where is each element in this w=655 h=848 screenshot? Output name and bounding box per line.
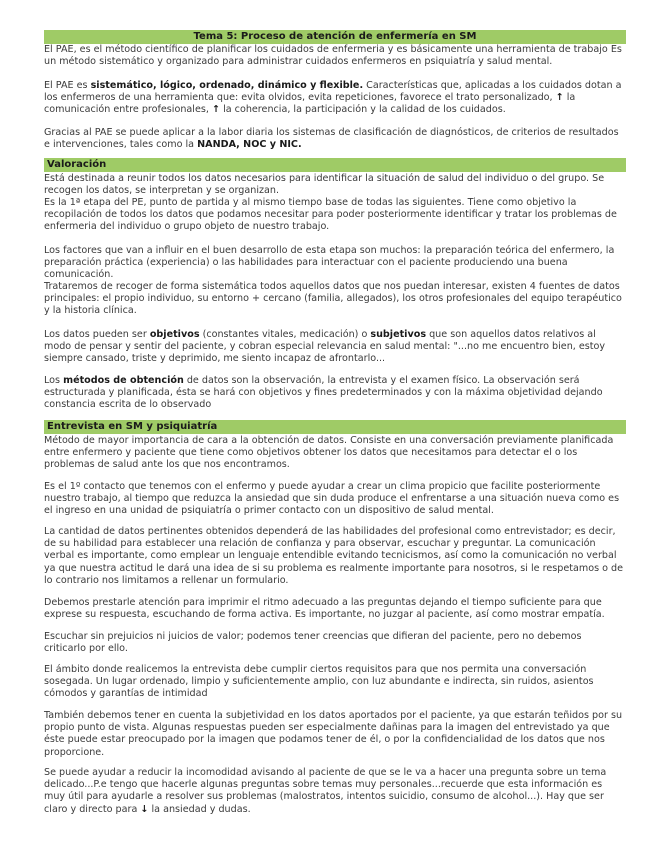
intro-paragraph-1: El PAE, es el método científico de planificar los cuidados de enfermeria y es básicamente una herramienta de trabajo Es un método sistemático y organizado para administrar cuidados enfermeros en psiquiatría y salud mental. [44, 44, 622, 68]
text-run: de datos son la observación, la entrevista y el examen físico. La observación será estructurada y planificada, ésta se hará con objetivos y fines predeterminados y con la máxima objetividad dejando constancia escrita de lo observado [44, 375, 603, 411]
section-heading-entrevista: Entrevista en SM y psiquiatría [44, 420, 626, 434]
arrow-up-icon: ↑ [555, 92, 564, 104]
text-run: la comunicación entre profesionales, [44, 92, 576, 116]
intro-paragraph-2 [44, 80, 626, 117]
valoracion-paragraph-3: Los factores que van a influir en el buen desarrollo de esta etapa son muchos: la preparación teórica del enfermero, la preparación práctica (experiencia) o las habilidades para interactuar con el paciente produciendo una buena comunicación. [44, 245, 615, 281]
document-title: Tema 5: Proceso de atención de enfermería en SM [44, 30, 626, 44]
text-run: que son aquellos datos relativos al modo de pensar y sentir del paciente, y cobran especial relevancia en salud mental: "...no me encuentro bien, estoy siempre cansado, triste y deprimido, me siento incapaz de afrontarlo... [44, 329, 606, 365]
valoracion-paragraph-6 [44, 375, 626, 412]
text-run: Se puede ayudar a reducir la incomodidad avisando al paciente de que se le va a hacer una pregunta sobre un tema delicado...P.e tengo que hacerle algunas preguntas sobre temas muy personales...recuerde que esta información es muy útil para ayudarle a resolver sus problemas (malostratos, intentos suicidio, consumo de alcohol...). Hay que ser claro y directo para [44, 767, 607, 815]
text-run: Características que, aplicadas a los cuidados dotan a los enfermeros de una herramienta que: evita olvidos, evita repeticiones, favorece el trato personalizado, [44, 80, 622, 104]
bold-text: NANDA, NOC y NIC. [197, 139, 302, 151]
bold-text: subjetivos [370, 329, 427, 340]
valoracion-paragraph-1: Está destinada a reunir todos los datos necesarios para identificar la situación de salud del individuo o del grupo. Se recogen los datos, se interpretan y se organizan. [44, 173, 605, 197]
entrevista-paragraph-3: La cantidad de datos pertinentes obtenidos dependerá de las habilidades del profesional como entrevistador; es decir, de su habilidad para establecer una relación de confianza y para observar, escuchar y preguntar. La comunicación verbal es importante, como emplear un lenguaje entendible evitando tecnicismos, así como la comunicación no verbal ya que nuestra actitud le dará una idea de si su problema es realmente importante para nosotros, si le respetamos o de lo contrario nos limitamos a rellenar un formulario. [44, 526, 624, 586]
entrevista-paragraph-6: El ámbito donde realicemos la entrevista debe cumplir ciertos requisitos para que nos permita una conversación sosegada. Un lugar ordenado, limpio y suficientemente amplio, con luz abundante e indirecta, sin ruidos, asientos cómodos y garantías de intimidad [44, 664, 594, 700]
entrevista-paragraph-4: Debemos prestarle atención para imprimir el ritmo adecuado a las preguntas dejando el tiempo suficiente para que exprese su respuesta, escuchando de forma activa. Es importante, no juzgar al paciente, así como mostrar empatía. [44, 597, 605, 621]
arrow-down-icon: ↓ [140, 803, 149, 815]
valoracion-paragraph-5 [44, 329, 626, 366]
bold-text: métodos de obtención [63, 375, 184, 386]
text-run: la ansiedad y dudas. [148, 803, 251, 815]
entrevista-paragraph-2: Es el 1º contacto que tenemos con el enfermo y puede ayudar a crear un clima propicio que facilite posteriormente nuestro trabajo, al tiempo que reduzca la ansiedad que sin duda produce el enfrentarse a una situación nueva como es el ingreso en una unidad de psiquiatría o primer contacto con un dispositivo de salud mental. [44, 481, 620, 517]
text-run: la coherencia, la participación y la calidad de los cuidados. [220, 104, 506, 116]
section-heading-valoracion: Valoración [44, 158, 626, 172]
text-run: Los [44, 375, 64, 386]
valoracion-paragraph-2: Es la 1ª etapa del PE, punto de partida y al mismo tiempo base de todas las siguientes. Tiene como objetivo la recopilación de todos los datos que podamos necesitar para poder posteriormente identificar y tratar los problemas de enfermeria del individuo o grupo objeto de nuestro trabajo. [44, 197, 617, 233]
text-run: (constantes vitales, medicación) o [199, 329, 371, 340]
arrow-up-icon: ↑ [211, 104, 221, 116]
text-run: Los datos pueden ser [44, 329, 150, 340]
entrevista-paragraph-8 [44, 767, 626, 816]
text-run: El PAE es [44, 80, 91, 91]
entrevista-paragraph-5: Escuchar sin prejuicios ni juicios de valor; podemos tener creencias que difieran del paciente, pero no debemos criticarlo por ello. [44, 631, 582, 655]
text-run: Gracias al PAE se puede aplicar a la labor diaria los sistemas de clasificación de diagnósticos, de criterios de resultados e intervenciones, tales como la [44, 127, 619, 151]
intro-paragraph-3 [44, 127, 626, 151]
bold-text: objetivos [149, 329, 200, 340]
valoracion-paragraph-4: Trataremos de recoger de forma sistemática todos aquellos datos que nos puedan interesar, existen 4 fuentes de datos principales: el propio individuo, su entorno + cercano (familia, allegados), los otros profesionales del equipo terapéutico y la historia clínica. [44, 281, 622, 317]
entrevista-paragraph-1: Método de mayor importancia de cara a la obtención de datos. Consiste en una conversación previamente planificada entre enfermero y paciente que tiene como objetivos obtener los datos que necesitamos para detectar el o los problemas de salud ante los que nos encontramos. [44, 435, 614, 471]
entrevista-paragraph-7: También debemos tener en cuenta la subjetividad en los datos aportados por el paciente, ya que estarán teñidos por su propio punto de vista. Algunas respuestas pueden ser especialmente dañinas para la imagen del entrevistado ya que éste puede estar preocupado por la imagen que podamos tener de él, o por la confidencialidad de los datos que nos proporcione. [44, 710, 623, 758]
bold-text: sistemático, lógico, ordenado, dinámico y flexible. [90, 80, 364, 91]
